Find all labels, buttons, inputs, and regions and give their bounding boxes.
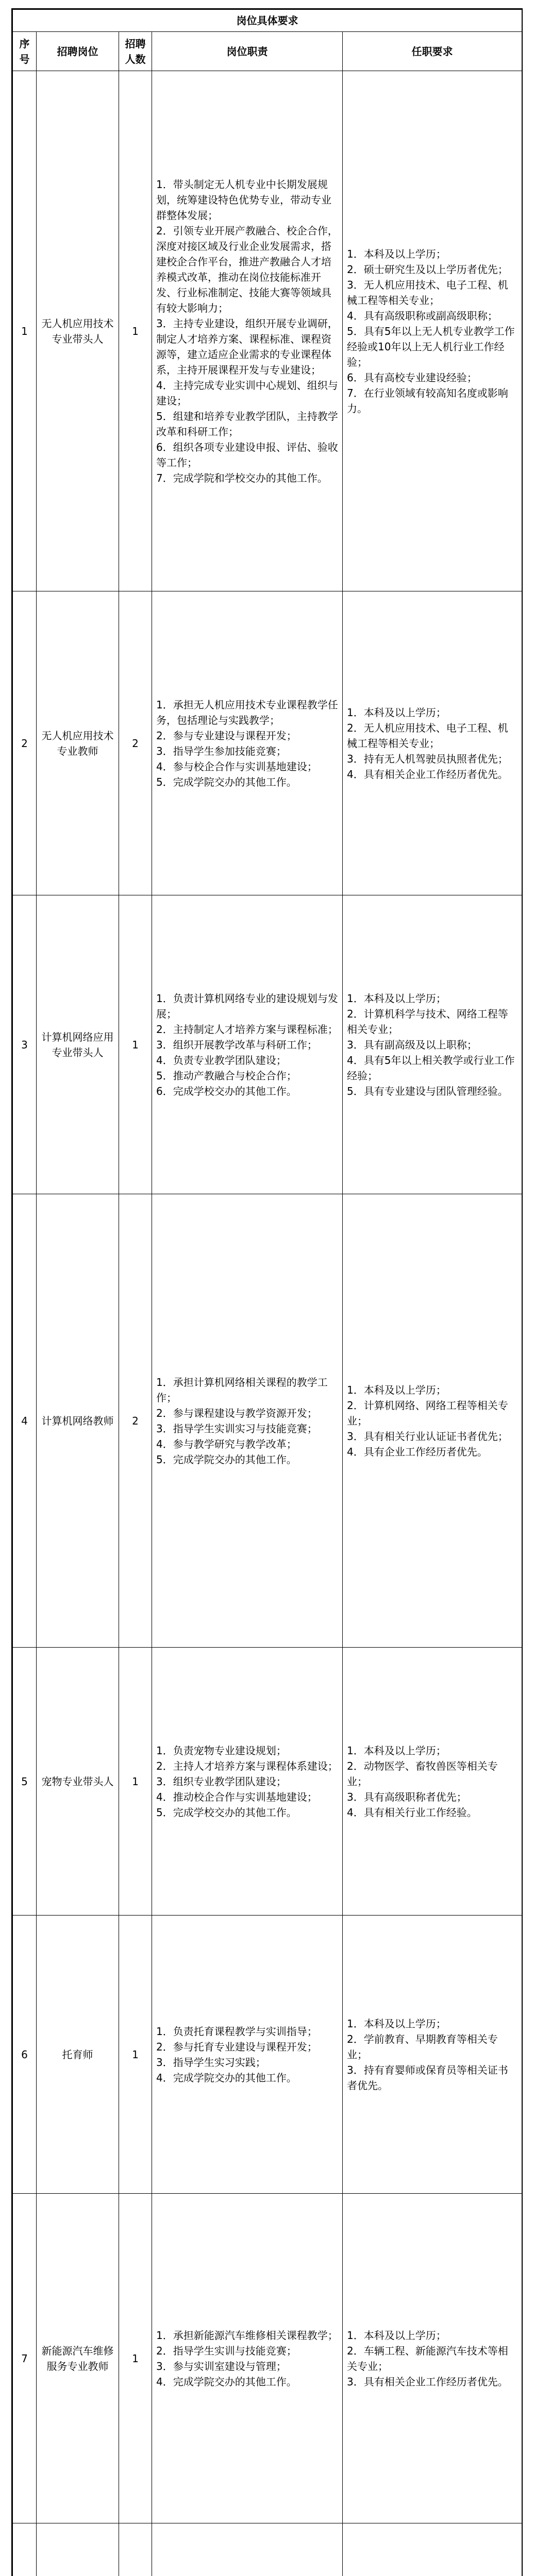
row-position: 无人机应用技术专业教师 — [37, 591, 119, 895]
table-row — [13, 71, 522, 591]
requirement-item: 1．本科及以上学历； — [347, 1744, 446, 1757]
duty-item: 3．组织开展教学改革与科研工作； — [156, 1038, 318, 1051]
row-no: 3 — [13, 895, 37, 1194]
duty-item: 4．负责专业教学团队建设； — [156, 1054, 287, 1066]
requirement-item: 1．本科及以上学历； — [347, 1383, 446, 1396]
table-row — [13, 1194, 522, 1648]
row-no: 4 — [13, 1194, 37, 1648]
duty-item: 1．承担计算机网络相关课程的教学工作； — [156, 1376, 328, 1404]
requirement-item: 2．动物医学、畜牧兽医等相关专业； — [347, 1759, 498, 1788]
row-requirements — [343, 591, 522, 895]
table-group-title: 岗位具体要求 — [13, 10, 522, 32]
row-position: 无人机应用技术专业带头人 — [37, 71, 119, 591]
row-requirements — [343, 71, 522, 591]
row-duties — [152, 895, 343, 1194]
row-count: 2 — [119, 591, 152, 895]
column-header-duties: 岗位职责 — [152, 32, 343, 71]
row-count: 1 — [119, 71, 152, 591]
duty-item: 1．带头制定无人机专业中长期发展规划，统筹建设特色优势专业，带动专业群整体发展； — [156, 178, 331, 222]
duty-item: 1．负责宠物专业建设规划； — [156, 1744, 287, 1757]
requirement-item: 4．具有相关企业工作经历者优先。 — [347, 768, 508, 781]
requirement-item: 2．硕士研究生及以上学历者优先； — [347, 263, 508, 276]
duty-item: 6．组织各项专业建设申报、评估、验收等工作； — [156, 440, 338, 469]
duty-item: 2．主持制定人才培养方案与课程标准； — [156, 1023, 338, 1036]
column-header-count: 招聘人数 — [119, 32, 152, 71]
recruitment-table-sheet — [11, 8, 523, 2576]
requirement-item: 1．本科及以上学历； — [347, 706, 446, 719]
row-position: 新能源汽车维修服务专业教师 — [37, 2194, 119, 2523]
requirement-item: 2．计算机科学与技术、网络工程等相关专业； — [347, 1007, 508, 1036]
row-duties — [152, 2194, 343, 2523]
row-no: 7 — [13, 2194, 37, 2523]
row-duties — [152, 1916, 343, 2194]
requirement-item: 4．具有5年以上相关教学或行业工作经验； — [347, 1054, 515, 1082]
requirement-item: 2．计算机网络、网络工程等相关专业； — [347, 1399, 508, 1427]
row-duties — [152, 591, 343, 895]
duty-item: 5．完成学校交办的其他工作。 — [156, 1806, 297, 1819]
duty-item: 2．参与专业建设与课程开发； — [156, 729, 297, 742]
duty-item: 4．参与校企合作与实训基地建设； — [156, 760, 318, 773]
duty-item: 4．完成学院交办的其他工作。 — [156, 2375, 297, 2388]
duty-item: 4．参与教学研究与教学改革； — [156, 1437, 297, 1450]
duty-item: 3．组织专业教学团队建设； — [156, 1775, 287, 1788]
table-row — [13, 2194, 522, 2523]
requirement-item: 4．具有高级职称或副高级职称； — [347, 309, 498, 322]
row-no: 5 — [13, 1648, 37, 1916]
duty-item: 3．主持专业建设，组织开展专业调研，制定人才培养方案、课程标准、课程资源等，建立适应企业需求的专业课程体系，主持开展课程开发与专业建设； — [156, 317, 338, 376]
duty-item: 1．承担新能源汽车维修相关课程教学； — [156, 2329, 338, 2342]
row-requirements — [343, 1916, 522, 2194]
row-count: 2 — [119, 1194, 152, 1648]
duty-item: 5．完成学院交办的其他工作。 — [156, 1453, 297, 1466]
row-count: 1 — [119, 895, 152, 1194]
duty-item: 1．负责托育课程教学与实训指导； — [156, 2025, 318, 2038]
duty-item: 3．指导学生参加技能竞赛； — [156, 744, 287, 757]
row-position: 计算机网络教师 — [37, 1194, 119, 1648]
requirement-item: 1．本科及以上学历； — [347, 992, 446, 1005]
row-position: 宠物专业带头人 — [37, 1648, 119, 1916]
requirement-item: 1．本科及以上学历； — [347, 2329, 446, 2342]
requirement-item: 3．无人机应用技术、电子工程、机械工程等相关专业； — [347, 278, 508, 307]
row-no: 1 — [13, 71, 37, 591]
requirement-item: 1．本科及以上学历； — [347, 247, 446, 260]
duty-item: 5．推动产教融合与校企合作； — [156, 1069, 297, 1082]
row-duties — [152, 1648, 343, 1916]
requirement-item: 3．具有相关企业工作经历者优先。 — [347, 2375, 508, 2388]
requirement-item: 5．具有5年以上无人机专业教学工作经验或10年以上无人机行业工作经验； — [347, 325, 515, 368]
requirement-item: 3．持有无人机驾驶员执照者优先； — [347, 752, 508, 765]
column-header-requirements: 任职要求 — [343, 32, 522, 71]
duty-item: 5．组建和培养专业教学团队，主持教学改革和科研工作； — [156, 410, 338, 438]
requirement-item: 4．具有企业工作经历者优先。 — [347, 1445, 488, 1458]
row-no: 6 — [13, 1916, 37, 2194]
duty-item: 1．承担无人机应用技术专业课程教学任务，包括理论与实践教学； — [156, 698, 338, 726]
table-row — [13, 591, 522, 895]
row-count: 1 — [119, 1916, 152, 2194]
table-row — [13, 2523, 522, 2576]
row-requirements — [343, 2523, 522, 2576]
requirement-item: 1．本科及以上学历； — [347, 2017, 446, 2030]
row-no: 2 — [13, 591, 37, 895]
duty-item: 3．指导学生实训实习与技能竞赛； — [156, 1422, 318, 1435]
duty-item: 4．主持完成专业实训中心规划、组织与建设； — [156, 379, 338, 407]
recruitment-table — [12, 9, 522, 2576]
requirement-item: 2．车辆工程、新能源汽车技术等相关专业； — [347, 2344, 508, 2372]
table-row — [13, 1916, 522, 2194]
table-row — [13, 1648, 522, 1916]
duty-item: 7．完成学院和学校交办的其他工作。 — [156, 471, 328, 484]
duty-item: 3．指导学生实习实践； — [156, 2056, 266, 2069]
duty-item: 2．主持人才培养方案与课程体系建设； — [156, 1759, 338, 1772]
row-position: 计算机网络应用专业带头人 — [37, 895, 119, 1194]
row-requirements — [343, 1648, 522, 1916]
row-requirements — [343, 895, 522, 1194]
table-row — [13, 895, 522, 1194]
requirement-item: 5．具有专业建设与团队管理经验。 — [347, 1084, 508, 1097]
table-body — [13, 71, 522, 2576]
duty-item: 6．完成学校交办的其他工作。 — [156, 1084, 297, 1097]
requirement-item: 4．具有相关行业工作经验。 — [347, 1806, 477, 1819]
requirement-item: 7．在行业领域有较高知名度或影响力。 — [347, 386, 508, 415]
duty-item: 2．指导学生实训与技能竞赛； — [156, 2344, 297, 2357]
duty-item: 4．完成学院交办的其他工作。 — [156, 2071, 297, 2084]
requirement-item: 3．持有育婴师或保育员等相关证书者优先。 — [347, 2063, 508, 2092]
column-header-no: 序号 — [13, 32, 37, 71]
duty-item: 3．参与实训室建设与管理； — [156, 2360, 287, 2372]
row-duties — [152, 2523, 343, 2576]
row-duties — [152, 71, 343, 591]
duty-item: 4．推动校企合作与实训基地建设； — [156, 1790, 318, 1803]
duty-item: 2．引领专业开展产教融合、校企合作，深度对接区域及行业企业发展需求，搭建校企合作平台，推进产教融合人才培养模式改革，推动在岗位技能标准开发、行业标准制定、技能大赛等领域具有较大影响力； — [156, 224, 338, 314]
duty-item: 2．参与托育专业建设与课程开发； — [156, 2040, 318, 2053]
column-header-position: 招聘岗位 — [37, 32, 119, 71]
row-requirements — [343, 1194, 522, 1648]
requirement-item: 2．学前教育、早期教育等相关专业； — [347, 2032, 498, 2061]
duty-item: 2．参与课程建设与教学资源开发； — [156, 1406, 318, 1419]
row-count: 1 — [119, 1648, 152, 1916]
row-no — [13, 2523, 37, 2576]
duty-item: 1．负责计算机网络专业的建设规划与发展； — [156, 992, 338, 1020]
row-position: 托育师 — [37, 1916, 119, 2194]
requirement-item: 3．具有副高级及以上职称； — [347, 1038, 477, 1051]
requirement-item: 2．无人机应用技术、电子工程、机械工程等相关专业； — [347, 721, 508, 750]
requirement-item: 3．具有高级职称者优先； — [347, 1790, 467, 1803]
row-requirements — [343, 2194, 522, 2523]
row-count: 1 — [119, 2194, 152, 2523]
row-count — [119, 2523, 152, 2576]
row-duties — [152, 1194, 343, 1648]
requirement-item: 3．具有相关行业认证证书者优先； — [347, 1430, 508, 1443]
requirement-item: 6．具有高校专业建设经验； — [347, 371, 477, 384]
row-position — [37, 2523, 119, 2576]
duty-item: 5．完成学院交办的其他工作。 — [156, 775, 297, 788]
